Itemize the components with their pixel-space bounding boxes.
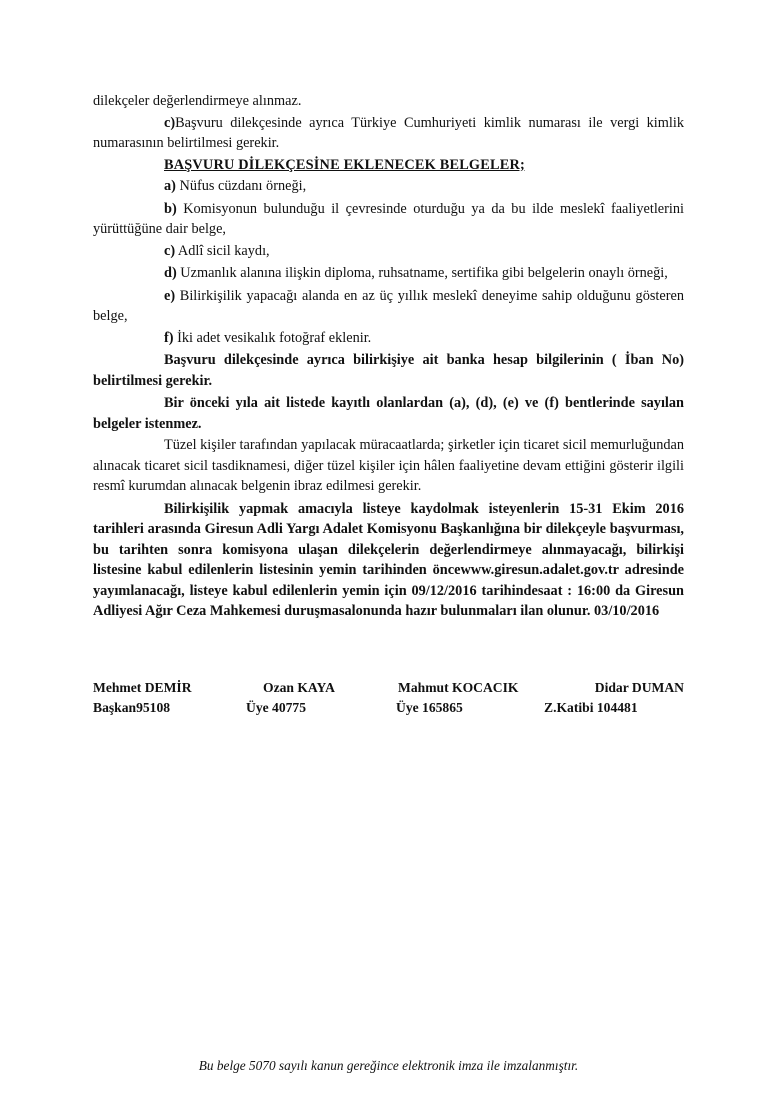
item-e-text: Bilirkişilik yapacağı alanda en az üç yıllık meslekî deneyime sahip olduğunu gösteren belge, (93, 287, 684, 324)
signatory-roles (93, 698, 684, 718)
paragraph-c (93, 113, 684, 154)
list-item-e (93, 286, 684, 327)
list-item-a (93, 176, 684, 197)
item-e-label: e) (164, 287, 176, 304)
document-body (93, 91, 684, 622)
item-b-label: b) (164, 200, 177, 217)
item-a-text: Nüfus cüzdanı örneği, (175, 178, 307, 194)
signatory-role: Üye 40775 (246, 700, 307, 715)
signatory-name: Didar DUMAN (594, 680, 684, 695)
signatory-name: Mehmet DEMİR (93, 680, 192, 695)
signatory-name: Mahmut KOCACIK (398, 680, 519, 695)
paragraph-c-label: c) (164, 114, 176, 131)
item-f-text: İki adet vesikalık fotoğraf eklenir. (173, 329, 372, 346)
item-c-label: c) (164, 242, 176, 259)
item-b-text: Komisyonun bulunduğu il çevresinde oturduğu ya da bu ilde meslekî faaliyetlerini yürüttüğüne dair belge, (93, 200, 684, 237)
item-f-label: f) (164, 329, 174, 346)
list-item-b (93, 199, 684, 240)
signatory-role: Z.Katibi 104481 (544, 700, 638, 715)
prior-year-note: Bir önceki yıla ait listede kayıtlı olanlardan (a), (d), (e) ve (f) bentlerinde sayılan belgeler istenmez. (93, 395, 684, 432)
paragraph-c-text: Başvuru dilekçesinde ayrıca Türkiye Cumhuriyeti kimlik numarası ile vergi kimlik numarasının belirtilmesi gerekir. (93, 114, 684, 151)
item-a-label: a) (164, 178, 176, 194)
attachments-heading: BAŞVURU DİLEKÇESİNE EKLENECEK BELGELER; (164, 156, 525, 173)
bank-note: Başvuru dilekçesinde ayrıca bilirkişiye ait banka hesap bilgilerinin ( İban No) belirtilmesi gerekir. (93, 352, 684, 389)
item-d-label: d) (164, 265, 177, 281)
announcement: Bilirkişilik yapmak amacıyla listeye kaydolmak isteyenlerin 15-31 Ekim 2016 tarihleri arasında Giresun Adli Yargı Adalet Komisyonu Başkanlığına bir dilekçeyle başvurması, bu tarihten sonra komisyona ulaşan dilekçelerin değerlendirmeye alınmayacağı, bilirkişi listesine kabul edilenlerin listesinin yemin tarihinden öncewww.giresun.adalet.gov.tr adresinde yayımlanacağı, listeye kabul edilenlerin yemin için 09/12/2016 tarihindesaat : 16:00 da Giresun Adliyesi Ağır Ceza Mahkemesi duruşmasalonunda hazır bulunmaları ilan olunur. 03/10/2016 (93, 500, 684, 619)
list-item-c (93, 241, 684, 262)
item-c-text: Adlî sicil kaydı, (175, 242, 270, 259)
e-signature-footer: Bu belge 5070 sayılı kanun gereğince elektronik imza ile imzalanmıştır. (198, 1058, 579, 1073)
signatory-name: Ozan KAYA (263, 680, 335, 695)
signatory-names (93, 678, 684, 698)
continuation-line: dilekçeler değerlendirmeye alınmaz. (93, 93, 302, 109)
list-item-d (93, 263, 684, 284)
list-item-f (93, 328, 684, 349)
signature-block (93, 678, 684, 718)
signatory-role: Başkan95108 (93, 700, 171, 715)
signatory-role: Üye 165865 (396, 700, 463, 715)
legal-entities-note: Tüzel kişiler tarafından yapılacak müracaatlarda; şirketler için ticaret sicil memurluğundan alınacak ticaret sicil tasdiknamesi, diğer tüzel kişiler için hâlen faaliyetine devam ettiğini gösterir ilgili resmî kurumdan alınacak belgenin ibraz edilmesi gerekir. (93, 437, 684, 494)
item-d-text: Uzmanlık alanına ilişkin diploma, ruhsatname, sertifika gibi belgelerin onaylı örneği, (176, 265, 668, 281)
